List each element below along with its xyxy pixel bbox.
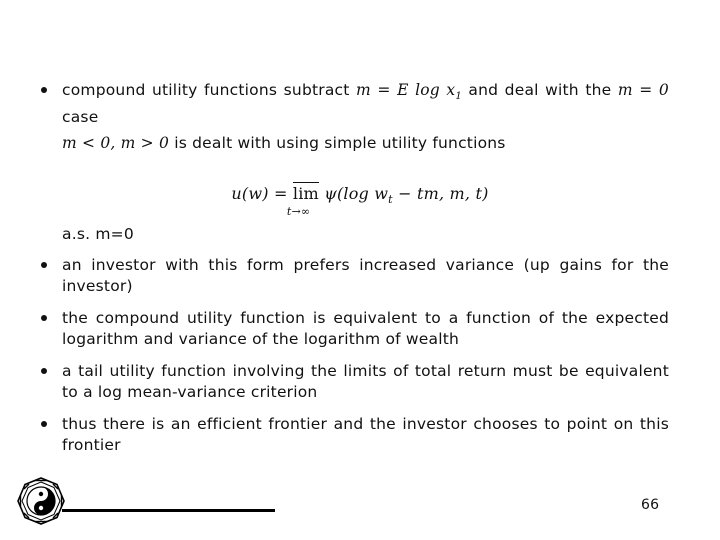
bullet-text: an investor with this form prefers increased variance (up gains for the investor) [62, 256, 669, 295]
bullet-tail-utility [62, 361, 669, 403]
bullet-investor-variance [62, 255, 669, 297]
bullet-marker [41, 87, 47, 93]
bullet-marker [41, 315, 47, 321]
bullet-text-end: case [62, 108, 99, 127]
bullet-efficient-frontier [62, 414, 669, 456]
formula-u-of-w [0, 183, 720, 218]
bullet-marker [41, 368, 47, 374]
bullet-marker [41, 262, 47, 268]
bullet-text: the compound utility function is equivalent to a function of the expected logarithm and variance of the logarithm of wealth [62, 309, 669, 348]
math-m-equals-zero: m = 0 [617, 81, 669, 99]
note-line [62, 133, 669, 154]
formula-limsup: lim t→∞ [293, 183, 319, 204]
bullet-text: compound utility functions subtract [62, 81, 357, 99]
bullet-text-cont: and deal with the [468, 81, 618, 99]
math-m-equals-e-log: m = E $\log x_1$ [356, 81, 462, 103]
math-m-inequalities: m < 0, m > 0 [62, 134, 170, 152]
footer-rule [62, 509, 275, 512]
bullet-text: a tail utility function involving the limits of total return must be equivalent to a log mean-variance criterion [62, 362, 669, 401]
bullet-compound-equivalence [62, 308, 669, 350]
bullet-compound-utility [62, 80, 669, 128]
page-number: 66 [641, 497, 660, 513]
bullet-text: thus there is an efficient frontier and the investor chooses to point on this frontier [62, 415, 669, 454]
formula-lhs: u(w) = [231, 184, 293, 203]
note-text: is dealt with using simple utility functions [169, 134, 506, 152]
bullet-marker [41, 421, 47, 427]
yin-yang-logo-icon [17, 477, 65, 525]
as-line: a.s. m=0 [62, 225, 134, 243]
formula-lim-subscript: t→∞ [286, 205, 311, 218]
formula-rhs: ψ(log $w_t$ − tm, m, t) [318, 184, 489, 207]
